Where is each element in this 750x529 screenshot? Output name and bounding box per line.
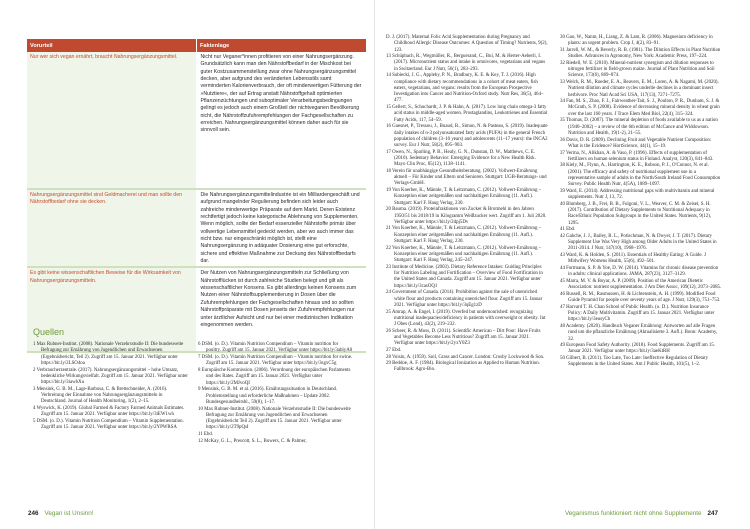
table-header-prejudice: Vorurteil [27,39,197,52]
right-footer [565,510,718,517]
reference-item: 21 Von Koerber, K., Männle, T. & Leitzmann, C. (2012). Vollwert-Ernährung – Konzeption einer zeitgemäßen und nachhaltigen Ernährung (11. Aufl.). Stuttgart: Karl F. Haug Verlag, 230. [386,226,542,245]
reference-item: 5 DSM. (o. D.). Vitamin Nutrition Compendium – Vitamin Supplementation. Zugriff am 15. Januar 2021. Verfügbar unter https://bit.ly/2YPWRSA [33,419,184,431]
reference-item: 15 Gellert, S., Schuchardt, J. P. & Hahn, A. (2017). Low long chain omega-3 fatty acid status in middle-aged women. Prostaglandins, Leukotrienes and Essential Fatty Acids, 117, 54–59. [386,105,548,123]
table-row [27,52,366,189]
reference-item: 45 Marra, M. V. & Boyar, A. P. (2009). Position of the American Dietetic Association: nutrient supplementation. J Am Diet Assoc, 109(12), 2073–2085. [560,278,722,291]
table-cell-fact: Nicht nur Veganer*innen profitieren von einer Nahrungsergänzung. Grundsätzlich kann man den Nährstoffbedarf in der Mischkost bei guter Kostzusammenstellung zwar ohne Nahrungsergänzungsmittel decken, aber aufgrund des veränderten Lebensstils samt verminderten Kalorienverbrauch, der oft minderwertigen Fütterung der »Nutztiere«, der auf Ertrag anstatt Nährstoffgehalt optimierten Pflanzenzüchtungen und suboptimaler Verarbeitungsbedingungen gelingt es jedoch auch einem Großteil der nichtveganen Bevölkerung nicht, die Nährstoffzufuhrempfehlungen der Fachgesellschaften zu erreichen. Nahrungsergänzungsmittel können daher auch für sie sinnvoll sein. [197,52,367,189]
right-running-title: Veganismus funktioniert nicht ohne Supplemente [564,510,702,517]
sources-column-a [33,342,189,432]
reference-item: 20 Bauma. (2019). Proteinfraktionen von Zucker & Brotmehl in den Jahren 1950/51 bis 2018/19 in Kilogramm Weißzucker wert. Zugriff am 1. Juli 2020. Verfügbar unter https://bit.ly/2dpj5Dv [386,207,547,225]
reference-item: 49 European Food Safety Authority. (2018). Food Supplements. Zugriff am 15. Januar 2021. Verfügbar unter https://bit.ly/3aeKtRH [560,343,715,355]
reference-item: 38 Kiely, M., Flynn, A., Harrington, K. E., Robson, P. J., O'Connor, N. et al. (2001). The efficacy and safety of nutritional supplement use in a representative sample of adults in the North/South Ireland Food Consumption Survey. Public Health Nutr, 4(5A), 1089–1097. [560,163,721,188]
reference-item: 25 Amrap, A. & Engel, I. (2019). Overfed but undernourished: recognizing nutritional inadequacies/deficiency in patients with overweight or obesity. Int J Obes (Lond), 43(2), 219–232. [386,309,546,328]
reference-item: 22 Von Koerber, K., Männle, T. & Leitzmann, C. (2012). Vollwert-Ernährung – Konzeption einer zeitgemäßen und nachhaltigen Ernährung (11. Aufl.). Stuttgart: Karl F. Haug Verlag, 245–247. [386,245,542,264]
reference-item: 17 Owen, N., Sparling, P. B., Healy, G. N., Dunstan, D. W., Matthews, C. E. (2010). Sedentary Behavior: Emerging Evidence for a New Health Risk. Mayo Clin Proc, 85(12), 1138–1141. [386,149,536,168]
reference-item: 14 Sobiecki, J. G., Appleby, P. N., Bradbury, K. E. & Key, T. J. (2016). High compliance with dietary recommendations in a cohort of meat eaters, fish eaters, vegetarians, and vegans: results from the European Prospective Investigation into Cancer and Nutrition-Oxford study. Nutr Res, 36(5), 464–477. [386,73,544,104]
reference-item: 31 Jarrell, W. M., & Beverly, R. B. (1981). The Dilution Effects in Plant Nutrition Studies. Advances in Agronomy, New York: Academic Press, 197–224. [560,47,721,60]
references-column-b [560,35,722,369]
reference-item: 6 DSM. (o. D.). Vitamin Nutrition Compendium – Vitamin nutrition for poultry. Zugriff am 15. Januar 2021. Verfügbar unter https://bit.ly/3ablyA0 [198,342,353,354]
reference-item: 11 Ebd. [198,432,214,438]
reference-item: 23 Institute of Medicine. (2003). Dietary Reference Intakes: Guiding Principles for Nutrition Labeling and Fortification – Overview of Food Fortification in the United States and Canada. Zugriff am 15. Januar 2021. Verfügbar unter https://bit.ly/3casOQ1 [386,264,543,289]
reference-item: 39 Ward, E. (2014). Addressing nutritional gaps with multivitamin and mineral supplements. Nutr J, 13, 72. [560,188,715,201]
reference-item: 26 Scheer, R. & Moss, D. (2011). Scientific American – Dirt Poor: Have Fruits and Vegetables Become Less Nutritious? Zugriff am 15. Januar 2021. Verfügbar unter https://bit.ly/2yxY0Z3 [386,328,541,347]
reference-item: 1 Max Rubner-Institut. (2008). Nationale Verzehrsstudie II: Die bundesweite Befragung zur Ernährung von Jugendlichen und Erwachsenen (Ergebnisbericht, Teil 2). Zugriff am 15. Januar 2021. Verfügbar unter https://bit.ly/2LSO4oa [33,342,184,366]
reference-item: 16 Guesnet, P., Tressou, J., Buaud, B., Simon, N. & Pasteau, S. (2019). Inadequate daily intakes of n-3 polyunsaturated fatty acids (PUFA) in the general French population of children (3–10 years) and adolescents (11–17 years): the INCA2 survey. Eur J Nutr, 58(2), 895–903. [386,124,548,149]
reference-item: 19 Von Koerber, K., Männle, T. & Leitzmann, C. (2012). Vollwert-Ernährung – Konzeption einer zeitgemäßen und nachhaltigen Ernährung (11. Aufl.). Stuttgart: Karl F. Haug Verlag, 230. [386,188,542,206]
table-cell-fact: Die Nahrungsergänzungsmittelindustrie ist ein Milliardengeschäft und aufgrund mangelnder Regulierung befinden sich leider auch zahlreiche minderwertige Präparate auf dem Markt. Deren Existenz rechtfertigt jedoch keine kategorische Ablehnung von Supplementen. Wenn möglich, sollte der Bedarf essenzieller Nährstoffe primär über vollwertige Lebensmittel gedeckt werden, aber wo auch immer das nicht bzw. nur eingeschränkt möglich ist, stellt eine Nahrungsergänzung in adäquater Dosierung eine gut erforschte, sichere und effektive Maßnahme zur Deckung des Nährstoffbedarfs dar. [197,189,367,267]
table-cell-claim: Es gibt keine wissenschaftlichen Beweise für die Wirksamkeit von Nahrungsergänzungsmitteln. [27,267,197,352]
reference-item: 29 Beddoe, A. F. (1984). Biological Ionization as Applied to Human Nutrition. Fallbrook: Agro-Bio. [386,361,540,373]
table-cell-fact: Der Nutzen von Nahrungsergänzungsmitteln zur Schließung von Nährstofflücken ist durch zahlreiche Studien belegt und gilt als wissenschaftlicher Konsens. Es gibt allerdings keinen Konsens zum Nutzen einer Nährstoffsupplementierung in Dosen über die Zufuhrempfehlungen der Fachgesellschaften hinaus und so sollten Nährstoffpräparate mit Dosen jenseits der Zufuhrempfehlungen nur unter ärztlicher Aufsicht und nur bei einer medizinischen Indikation eingenommen werden. [197,267,367,352]
reference-item: 35 Thomas, D. (2007). The mineral depletion of foods available to us as a nation (1940–2002) – a review of the 6th edition of McCance and Widdowson. Nutrition and Health, 19(1-2), 21–55. [560,118,718,136]
table-cell-claim: Nahrungsergänzungsmittel sind Geldmacherei und man sollte den Nährstoffbedarf ohne sie decken. [27,189,197,267]
facts-table [27,39,366,353]
book-spine [374,0,375,529]
reference-item: 37 Verma, N., Alikhan, A. & Vaso, P. (1996). Effects of supplementation of fertilizers on human selenium status in Finland. Analyst, 120(3), 841–843. [560,150,714,162]
table-row [27,189,366,267]
reference-item: 47 Harvard T. H. Chan School of Public Health. (o. D.). Nutrition Insurance Policy: A Daily Multivitamin. Zugriff am 15. Januar 2021. Verfügbar unter https://bit.ly/3eusyCh [560,304,715,323]
table-cell-claim: Nur wer sich vegan ernährt, braucht Nahrungsergänzungsmittel. [27,52,197,189]
reference-item: 9 Mensink, G. B. M. et al. (2016). Ernährungssituation in Deutschland. Problemstellung und erforderliche Maßnahmen – Update 2002. Bundesgesundheitsbl., 59(8), 1–17. [198,387,338,405]
reference-item: 10 Max Rubner-Institut. (2008). Nationale Verzehrsstudie II: Die bundesweite Befragung zur Ernährung von Jugendlichen und Erwachsenen (Ergebnisbericht Teil 2). Zugriff am 15. Januar 2021. Verfügbar unter https://bit.ly/2T9pQsI [198,406,351,431]
left-page-number: 246 [28,510,39,517]
reference-item: 41 Ebd. [560,227,576,233]
reference-item: 30 Gao, W., Nanm, H., Liang, Z. & Lam, R. (2006). Magnesium deficiency in plants: an urgent problem. Crop J, 4(2), 83–91. [560,35,713,47]
reference-item: 4 Wyswick, K. (2019). Global Farmed & Factory Farmed Animals Estimates. Zugriff am 15. Januar 2021. Verfügbar unter https://bit.ly/3iEW1wh [33,406,185,418]
reference-item: 32 Riedell, W. E. (2010). Mineral-nutrient synergism and dilution responses to nitrogen fertilizer in field-grown maize. Journal of Plant Nutrition and Soil Science, 173(6), 869–874. [560,60,715,79]
reference-item: 50 Gilbert, B. (2011). Too Late, Too Late: Ineffective Regulation of Dietary Supplements in the United States. Am J Public Health, 101(5), 1–2. [560,356,709,368]
reference-item: 3 Mensink, G. B. M., Lage-Barbosa, C. & Brettschneider, A. (2016). Verbreitung der Einnahme von Nahrungsergänzungsmitteln in Deutschland. Journal of Health Monitoring, 1(2), 2–15. [33,386,168,405]
reference-item: 34 Fan, M. S., Zhao, F. J., Fairweather-Tait, S. J., Poulton, P. R., Dunham, S. J. & McGrath, S. P. (2008). Evidence of decreasing mineral density in wheat grain over the last 160 years. J Trace Elem Med Biol, 22(4), 315–324. [560,99,720,117]
references-column-a [386,35,548,374]
reference-item: D. J. (2017). Maternal Folic Acid Supplementation during Pregnancy and Childhood Allergic Disease Outcomes: A Question of Timing? Nutrients, 9(2), 123. [386,35,548,53]
reference-item: 7 DSM. (o. D.). Vitamin Nutrition Compendium – Vitamin nutrition for swine. Zugriff am 15. Januar 2021. Verfügbar unter https://bit.ly/3sgxC5g [198,354,353,367]
sources-column-b [198,342,354,445]
reference-item: 2 Verbraucherzentrale. (2017). Nahrungsergänzungsmittel – hohe Umsatz, bedenkliche Wirkungsvielfalt. Zugriff am 15. Januar 2021. Verfügbar unter https://bit.ly/3iawbXu [33,367,188,386]
reference-item: 24 Government of Canada. (2014). Prohibition against the sale of unenriched white flour and products containing unenriched flour. Zugriff am 15. Januar 2021. Verfügbar unter https://bit.ly/3qEg1zD [386,290,543,308]
reference-item: 48 Academy. (2020). Handbuch Veganer Ernährung: Antworten auf alle Fragen rund um die pflanzliche Ernährung (Aktualisierte 3. Aufl.). Bonn: Academy, 32. [560,323,718,342]
reference-item: 8 Europäische Kommission. (2006). Verordnung der europäischen Parlaments und des Rates. Zugriff am 15. Januar 2021. Verfügbar unter https://bit.ly/2MJvoQI [198,367,351,386]
right-page-number: 247 [707,510,718,517]
table-header-facts: Faktenlage [197,39,367,52]
sources-title: Quellen [33,327,65,337]
reference-item: 42 Gahche, J. J., Bailey, R. L., Potischman, N. & Dwyer, J. T. (2017). Dietary Supplement Use Was Very High among Older Adults in the United States in 2011-2014. J Nutr, 147(10), 1968–1976. [560,233,717,252]
left-running-title: Vegan ist Unsinn! [44,510,94,517]
reference-item: 44 Fortmann, S. P. & Yoe, D. W. (2014). Vitamins for chronic disease prevention in adults: clinical applications. JAMA, 287(23), 3127–3129. [560,266,719,278]
reference-item: 28 Voisin, A. (1959). Soil, Grass and Cancer. London: Crosby Lockwood & Son. [386,354,545,360]
left-footer [28,510,94,517]
reference-item: 43 Ward, K. & Holden, S. (2011). Essentials of Healthy Eating: A Guide. J Midwifery Womens Health, 55(6), 492–501. [560,253,706,265]
reference-item: 46 Russell, R. M., Rasmussen, H. & Lichtenstein, A. H. (1999). Modified Food Guide Pyramid for people over seventy years of age. J Nutr, 129(3), 751–753. [560,291,721,304]
reference-item: 40 Blumberg, J. B., Frei, B. B., Fulgoni, V. L., Weaver, C. M. & Zeisel, S. H. (2017). Contribution of Dietary Supplements to Nutritional Adequacy in Race/Ethnic Population Subgroups in the United States. Nutrients, 9(12), 1295. [560,201,712,226]
table-row [27,267,366,352]
reference-item: 12 McKay, G. L., Prescott, S. L., Bowers, C. & Palmer, [198,438,307,444]
reference-item: 36 Davis, D. R. (2009). Declining Fruit and Vegetable Nutrient Composition: What is the Evidence? HortScience, 44(1), 15–19. [560,137,712,149]
reference-item: 13 Schüpbach, R., Wegmüller, R., Berguerand, C., Bui, M. & Herter-Aeberli, I. (2017). Micronutrient status and intake in omnivores, vegetarians and vegans in Switzerland. Eur J Nutr, 56(1), 283–293. [386,54,546,72]
reference-item: 27 Ebd. [386,347,402,353]
reference-item: 33 Welch, R. M., Roeder, E. A., Beavers, E. M., Loren, A. & Nagami, M. (2020). Nutrient dilution and climate cycles underlie declines in a dominant insect herbivore. Proc Natl Acad Sci USA, 117(13), 7271–7275. [560,80,719,98]
reference-item: 18 Verein für unabhängige Gesundheitsberatung. (2002). Vollwert-Ernährung aktuell – Für Kinder und Eltern und Senioren. Stuttgart: UGB-Beratungs- und Verlags-GmbH. [386,168,547,187]
